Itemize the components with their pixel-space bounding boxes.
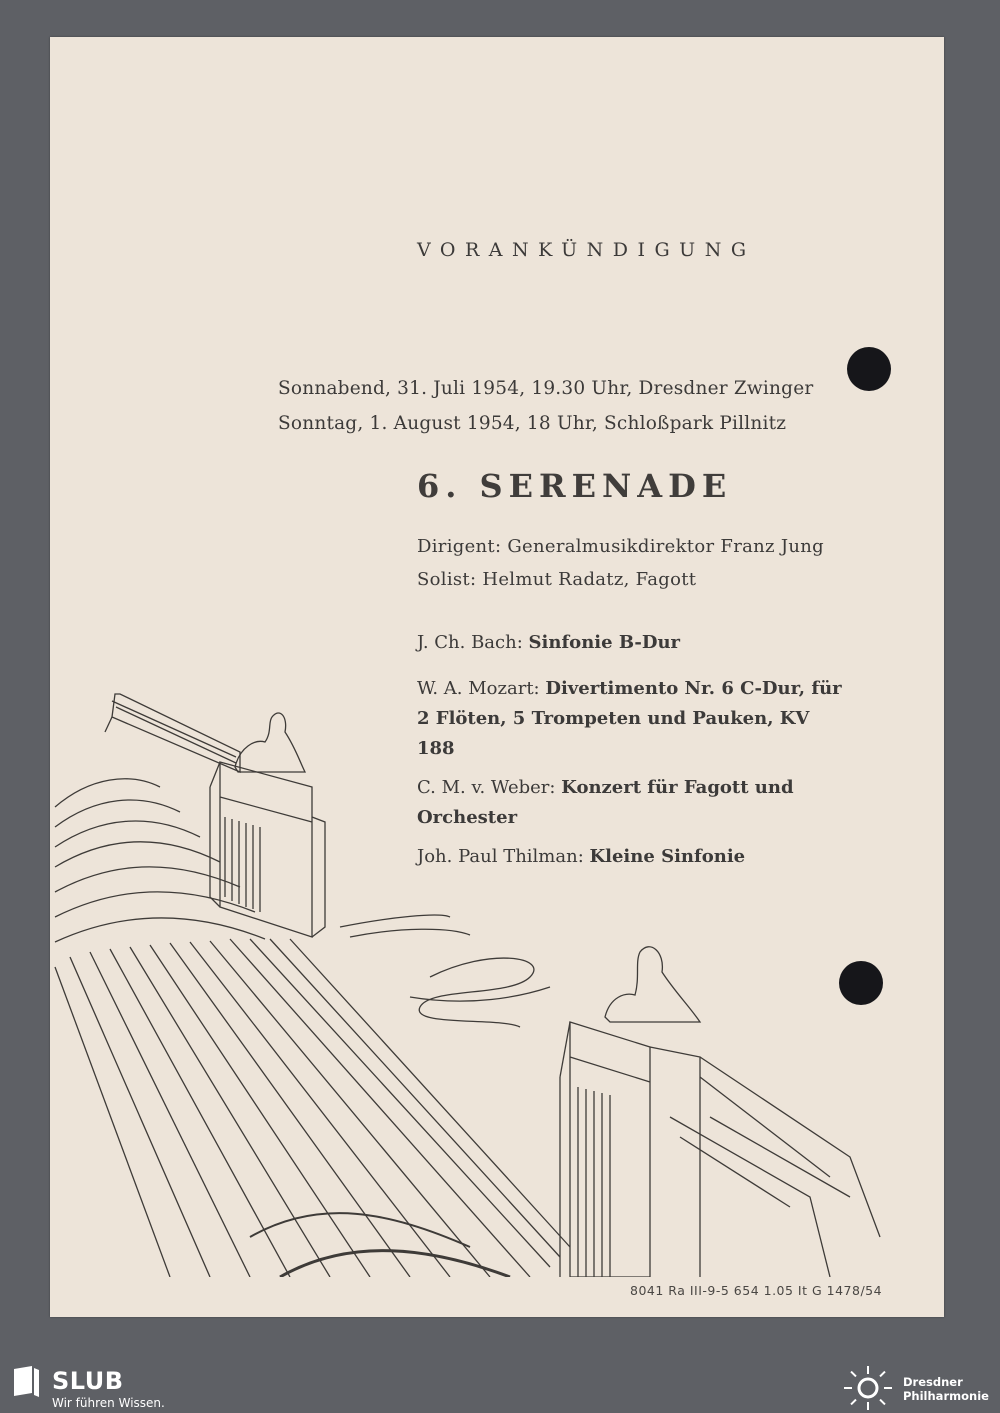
library-name[interactable]: SLUB	[52, 1367, 124, 1395]
philharmonie-sunburst-icon[interactable]	[840, 1365, 896, 1411]
terrace-illustration	[50, 677, 944, 1277]
partner-name-line2: Philharmonie	[903, 1389, 989, 1403]
partner-name-line1: Dresdner	[903, 1375, 963, 1389]
library-tagline: Wir führen Wissen.	[52, 1396, 165, 1410]
concert-title: 6. SERENADE	[417, 467, 733, 505]
partner-name[interactable]	[903, 1375, 989, 1403]
print-code: 8041 Ra III-9-5 654 1.05 It G 1478/54	[630, 1283, 883, 1298]
program-composer: C. M. v. Weber:	[417, 777, 556, 798]
program-composer: J. Ch. Bach:	[417, 632, 523, 653]
program-work: Sinfonie B-Dur	[528, 632, 681, 653]
program-work: Kleine Sinfonie	[589, 846, 746, 867]
program-work: Divertimento Nr. 6 C-Dur, für 2 Flöten, 5 Trompeten und Pauken, KV 188	[417, 678, 842, 759]
program-item	[417, 628, 847, 658]
announcement-heading: VORANKÜNDIGUNG	[417, 239, 756, 261]
date-line-2: Sonntag, 1. August 1954, 18 Uhr, Schloßpark Pillnitz	[278, 413, 787, 434]
program-composer: Joh. Paul Thilman:	[417, 846, 584, 867]
soloist-line: Solist: Helmut Radatz, Fagott	[417, 569, 697, 590]
program-work: Konzert für Fagott und Orchester	[417, 777, 794, 828]
slub-book-icon[interactable]	[10, 1365, 42, 1399]
punch-hole-top	[847, 347, 891, 391]
program-composer: W. A. Mozart:	[417, 678, 540, 699]
conductor-line: Dirigent: Generalmusikdirektor Franz Jung	[417, 536, 824, 557]
date-line-1: Sonnabend, 31. Juli 1954, 19.30 Uhr, Dresdner Zwinger	[278, 378, 814, 399]
viewer-footer	[0, 1362, 1000, 1413]
document-page	[50, 37, 944, 1317]
